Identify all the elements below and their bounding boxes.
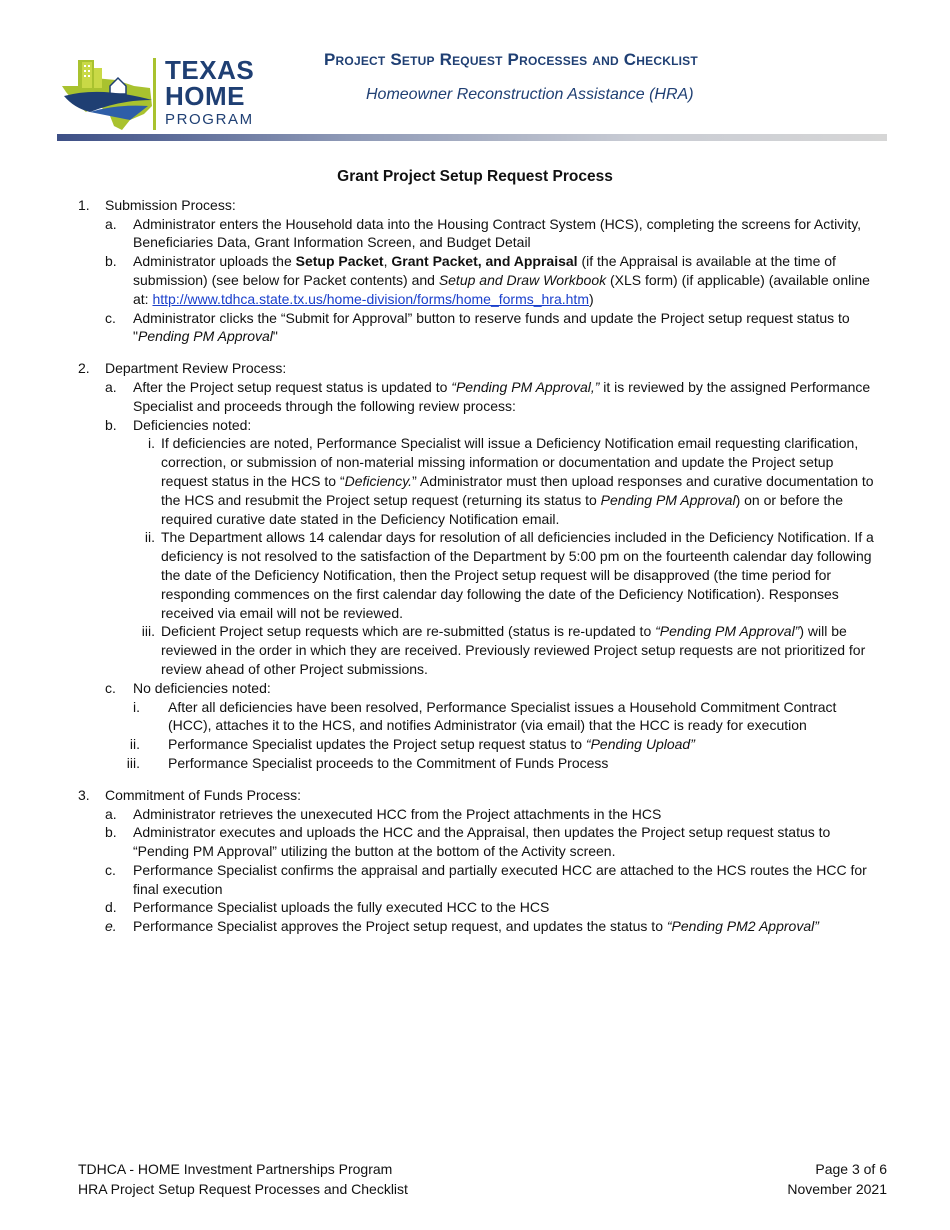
list-text: After all deficiencies have been resolved, Performance Specialist issues a Household Commitment Contract (HCC), attaches it to the HCS, and notifies Administrator (via email) that the HCC is ready for execution	[168, 698, 837, 734]
page-number: Page 3 of 6	[815, 1161, 887, 1177]
list-letter: b.	[105, 253, 117, 270]
italic-run: “Pending Upload”	[585, 736, 695, 753]
italic-run: Setup and Draw Workbook	[438, 271, 607, 288]
list-roman: iii.	[126, 754, 140, 771]
text-run: (if the Appraisal is available at the time of submission) (see below for Packet contents) and	[133, 253, 836, 288]
text-run: )	[588, 290, 594, 307]
document-subtitle: Homeowner Reconstruction Assistance (HRA)	[366, 86, 694, 103]
section-title: Grant Project Setup Request Process	[337, 168, 613, 185]
text-run: "	[272, 328, 278, 345]
list-letter: a.	[105, 378, 117, 395]
document-title: Project Setup Request Processes and Checklist	[324, 50, 698, 69]
list-item-3	[0, 786, 950, 805]
italic-run: “Pending PM2 Approval”	[666, 918, 819, 935]
list-label: Deficiencies noted:	[133, 416, 252, 433]
list-text: Performance Specialist proceeds to the Commitment of Funds Process	[168, 754, 609, 771]
list-item-2	[0, 359, 950, 378]
list-text	[133, 378, 880, 416]
italic-run: Pending PM Approval	[600, 491, 736, 508]
list-roman: i.	[148, 435, 155, 452]
list-number: 3.	[78, 786, 90, 803]
list-label: Commitment of Funds Process:	[105, 786, 302, 803]
text-run: After the Project setup request status is updated to	[133, 378, 452, 395]
text-run: ,	[383, 253, 392, 270]
logo-word-program: PROGRAM	[165, 111, 254, 128]
list-roman: ii.	[129, 736, 140, 753]
list-item-2c-i	[0, 698, 950, 736]
list-roman: ii.	[144, 529, 155, 546]
document-body	[0, 168, 950, 936]
bold-run: Grant Packet, and Appraisal	[391, 253, 578, 270]
list-item-3e	[0, 917, 950, 936]
list-text: Administrator retrieves the unexecuted HCC from the Project attachments in the HCS	[133, 805, 662, 822]
italic-run: “Pending PM Approval,”	[451, 378, 600, 395]
footer-program: TDHCA - HOME Investment Partnerships Program	[78, 1161, 393, 1177]
list-item-2b-ii	[0, 528, 950, 622]
list-roman: i.	[133, 698, 140, 715]
footer-right	[787, 1159, 887, 1199]
list-text: Performance Specialist confirms the appraisal and partially executed HCC are attached to the HCS routes the HCC for final execution	[133, 861, 867, 897]
italic-run: Deficiency.	[344, 472, 413, 489]
list-item-2b	[0, 416, 950, 435]
list-item-1c	[0, 309, 950, 347]
text-run: ) will be reviewed in the order in which they are received. Previously reviewed Project setup requests are not prioritized for review ahead of other Project submissions.	[161, 623, 866, 677]
list-label: Department Review Process:	[105, 360, 287, 377]
list-text	[133, 917, 880, 936]
list-text: Administrator executes and uploads the HCC and the Appraisal, then updates the Project setup request status to “Pending PM Approval” utilizing the button at the bottom of the Activity screen.	[133, 824, 831, 860]
text-run: Deficient Project setup requests which are re-submitted (status is re-updated to	[161, 623, 656, 640]
logo-word-home: HOME	[165, 81, 245, 111]
list-item-2a	[0, 378, 950, 416]
logo-word-texas: TEXAS	[165, 55, 255, 85]
list-item-2c-ii	[0, 735, 950, 754]
list-item-2c-iii	[0, 754, 950, 773]
list-text: Administrator enters the Household data into the Housing Contract System (HCS), completing the screens for Activity, Beneficiaries Data, Grant Information Screen, and Budget Detail	[133, 215, 862, 251]
bold-run: Setup Packet	[295, 253, 384, 270]
footer-date: November 2021	[787, 1181, 887, 1197]
list-item-2b-i	[0, 434, 950, 528]
list-letter: a.	[105, 215, 117, 232]
list-text: The Department allows 14 calendar days for resolution of all deficiencies included in the Deficiency Notification. If a deficiency is not resolved to the satisfaction of the Department by 5:00 pm on the fourteenth calendar day following the date of the Deficiency Notification, then the Project setup request will be disapproved (the time period for responding commences on the first calendar day following the date of the Deficiency Notification). Responses received via email will not be reviewed.	[161, 529, 874, 621]
list-item-1a	[0, 215, 950, 253]
footer-doc-name: HRA Project Setup Request Processes and Checklist	[78, 1181, 408, 1197]
list-item-2b-iii	[0, 622, 950, 678]
text-run: (XLS form) (if applicable) (available online at:	[133, 271, 870, 307]
list-text	[161, 434, 880, 528]
hra-forms-link[interactable]: http://www.tdhca.state.tx.us/home-division/forms/home_forms_hra.htm	[152, 290, 589, 307]
list-item-1b	[0, 252, 950, 308]
list-letter: b.	[105, 416, 117, 433]
text-run: Performance Specialist updates the Project setup request status to	[168, 736, 586, 753]
text-run: Administrator clicks the “Submit for Approval” button to reserve funds and update the Project setup request status to "	[133, 309, 850, 345]
text-run: Administrator uploads the	[133, 253, 296, 270]
text-run: ) on or before the required curative date stated in the Deficiency Notification email.	[161, 491, 843, 527]
list-item-1	[0, 196, 950, 215]
list-letter: c.	[105, 679, 116, 696]
text-run: Performance Specialist approves the Project setup request, and updates the status to	[133, 918, 667, 935]
footer-left	[78, 1159, 408, 1199]
list-roman: iii.	[141, 623, 155, 640]
list-text	[133, 252, 880, 308]
list-text	[168, 735, 880, 754]
list-item-3b	[0, 823, 950, 861]
text-run: it is reviewed by the assigned Performance Specialist and proceeds through the following review process:	[133, 378, 871, 414]
list-letter: a.	[105, 805, 117, 822]
list-item-3d	[0, 898, 950, 917]
list-letter: b.	[105, 824, 117, 841]
list-item-3c	[0, 861, 950, 899]
list-letter: c.	[105, 309, 116, 326]
list-letter: c.	[105, 861, 116, 878]
text-run: If deficiencies are noted, Performance Specialist will issue a Deficiency Notification email requesting clarification, correction, or submission of non-material missing information or documentation and update the Project setup request status in the HCS to “	[161, 435, 859, 489]
list-letter: e.	[105, 918, 117, 935]
list-text	[133, 309, 880, 347]
list-number: 2.	[78, 360, 90, 377]
text-run: ” Administrator must then upload responses and curative documentation to the HCS and resubmit the Project setup request (returning its status to	[161, 472, 874, 508]
italic-run: “Pending PM Approval”	[655, 623, 800, 640]
italic-run: Pending PM Approval	[137, 328, 273, 345]
list-label: No deficiencies noted:	[133, 679, 271, 696]
list-text	[161, 622, 880, 678]
list-text: Performance Specialist uploads the fully executed HCC to the HCS	[133, 899, 550, 916]
list-letter: d.	[105, 899, 117, 916]
header-rule	[57, 134, 887, 141]
list-label: Submission Process:	[105, 196, 236, 213]
page-header	[0, 0, 950, 140]
list-item-2c	[0, 679, 950, 698]
list-number: 1.	[78, 196, 90, 213]
list-item-3a	[0, 805, 950, 824]
